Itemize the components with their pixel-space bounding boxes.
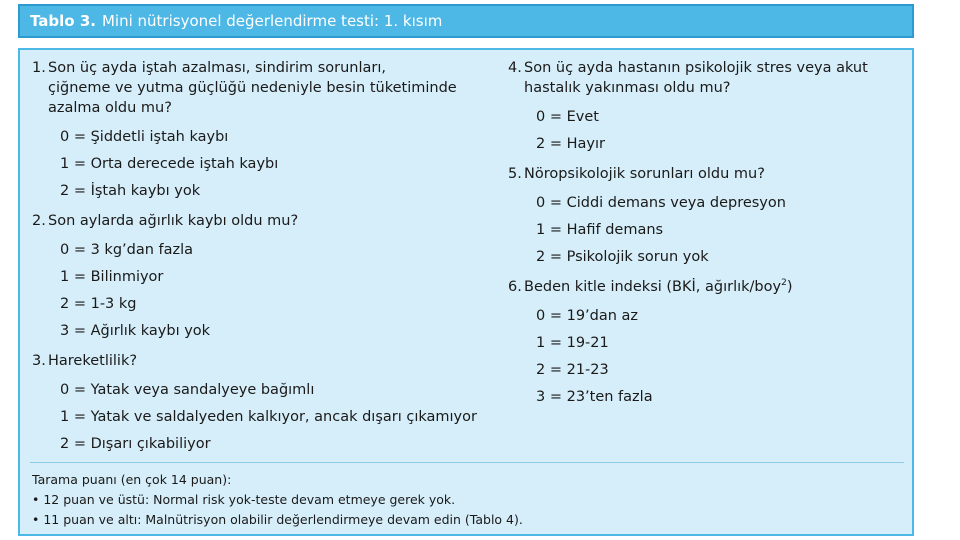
question-text: çiğneme ve yutma güçlüğü nedeniyle besin tüketiminde xyxy=(48,80,457,96)
table-title xyxy=(18,4,914,38)
answer-option: 0 = Şiddetli iştah kaybı xyxy=(60,129,229,145)
answer-option: 0 = 3 kg’dan fazla xyxy=(60,242,194,258)
answer-option: 0 = Evet xyxy=(536,109,599,125)
footer-divider xyxy=(30,462,904,463)
answer-option: 1 = Yatak ve saldalyeden kalkıyor, ancak dışarı çıkamıyor xyxy=(60,409,477,425)
question-3 xyxy=(32,351,512,458)
table-panel xyxy=(18,48,914,536)
question-text: hastalık yakınması oldu mu? xyxy=(524,80,731,96)
answer-option: 2 = Hayır xyxy=(536,136,605,152)
answer-option: 0 = Yatak veya sandalyeye bağımlı xyxy=(60,382,315,398)
question-number: 6. xyxy=(508,279,522,295)
answer-option: 1 = 19-21 xyxy=(536,335,609,351)
answer-option: 3 = 23’ten fazla xyxy=(536,389,653,405)
question-2 xyxy=(32,211,512,345)
answer-option: 2 = Psikolojik sorun yok xyxy=(536,249,709,265)
question-number: 5. xyxy=(508,166,522,182)
answer-option: 1 = Hafif demans xyxy=(536,222,664,238)
question-number: 1. xyxy=(32,60,46,76)
question-4 xyxy=(508,58,908,158)
left-column xyxy=(32,58,512,464)
answer-option: 0 = Ciddi demans veya depresyon xyxy=(536,195,786,211)
table-label: Tablo 3. xyxy=(30,12,96,30)
right-column xyxy=(508,58,908,417)
question-text: Son aylarda ağırlık kaybı oldu mu? xyxy=(48,213,299,229)
table-title-text: Mini nütrisyonel değerlendirme testi: 1. kısım xyxy=(101,12,443,30)
footer-item: • 11 puan ve altı: Malnütrisyon olabilir değerlendirmeye devam edin (Tablo 4). xyxy=(32,512,523,527)
question-text: Beden kitle indeksi (BKİ, ağırlık/boy$^2$) xyxy=(524,278,793,295)
question-text: Nöropsikolojik sorunları oldu mu? xyxy=(524,166,765,182)
answer-option: 2 = İştah kaybı yok xyxy=(60,183,201,199)
question-text: azalma oldu mu? xyxy=(48,100,172,116)
answer-option: 2 = Dışarı çıkabiliyor xyxy=(60,436,211,452)
footer-heading: Tarama puanı (en çok 14 puan): xyxy=(32,472,232,487)
question-6 xyxy=(508,277,908,411)
answer-option: 2 = 1-3 kg xyxy=(60,296,137,312)
answer-option: 0 = 19’dan az xyxy=(536,308,639,324)
question-text: Son üç ayda iştah azalması, sindirim sorunları, xyxy=(48,60,386,76)
answer-option: 3 = Ağırlık kaybı yok xyxy=(60,323,211,339)
footer-item: • 12 puan ve üstü: Normal risk yok-teste devam etmeye gerek yok. xyxy=(32,492,456,507)
question-number: 4. xyxy=(508,60,522,76)
scoring-footer xyxy=(32,470,523,530)
answer-option: 1 = Orta derecede iştah kaybı xyxy=(60,156,279,172)
answer-option: 1 = Bilinmiyor xyxy=(60,269,164,285)
question-5 xyxy=(508,164,908,271)
question-1 xyxy=(32,58,512,205)
question-text: Son üç ayda hastanın psikolojik stres veya akut xyxy=(524,60,868,76)
superscript: 2 xyxy=(781,278,787,289)
question-number: 3. xyxy=(32,353,46,369)
answer-option: 2 = 21-23 xyxy=(536,362,609,378)
question-text: Hareketlilik? xyxy=(48,353,138,369)
question-number: 2. xyxy=(32,213,46,229)
